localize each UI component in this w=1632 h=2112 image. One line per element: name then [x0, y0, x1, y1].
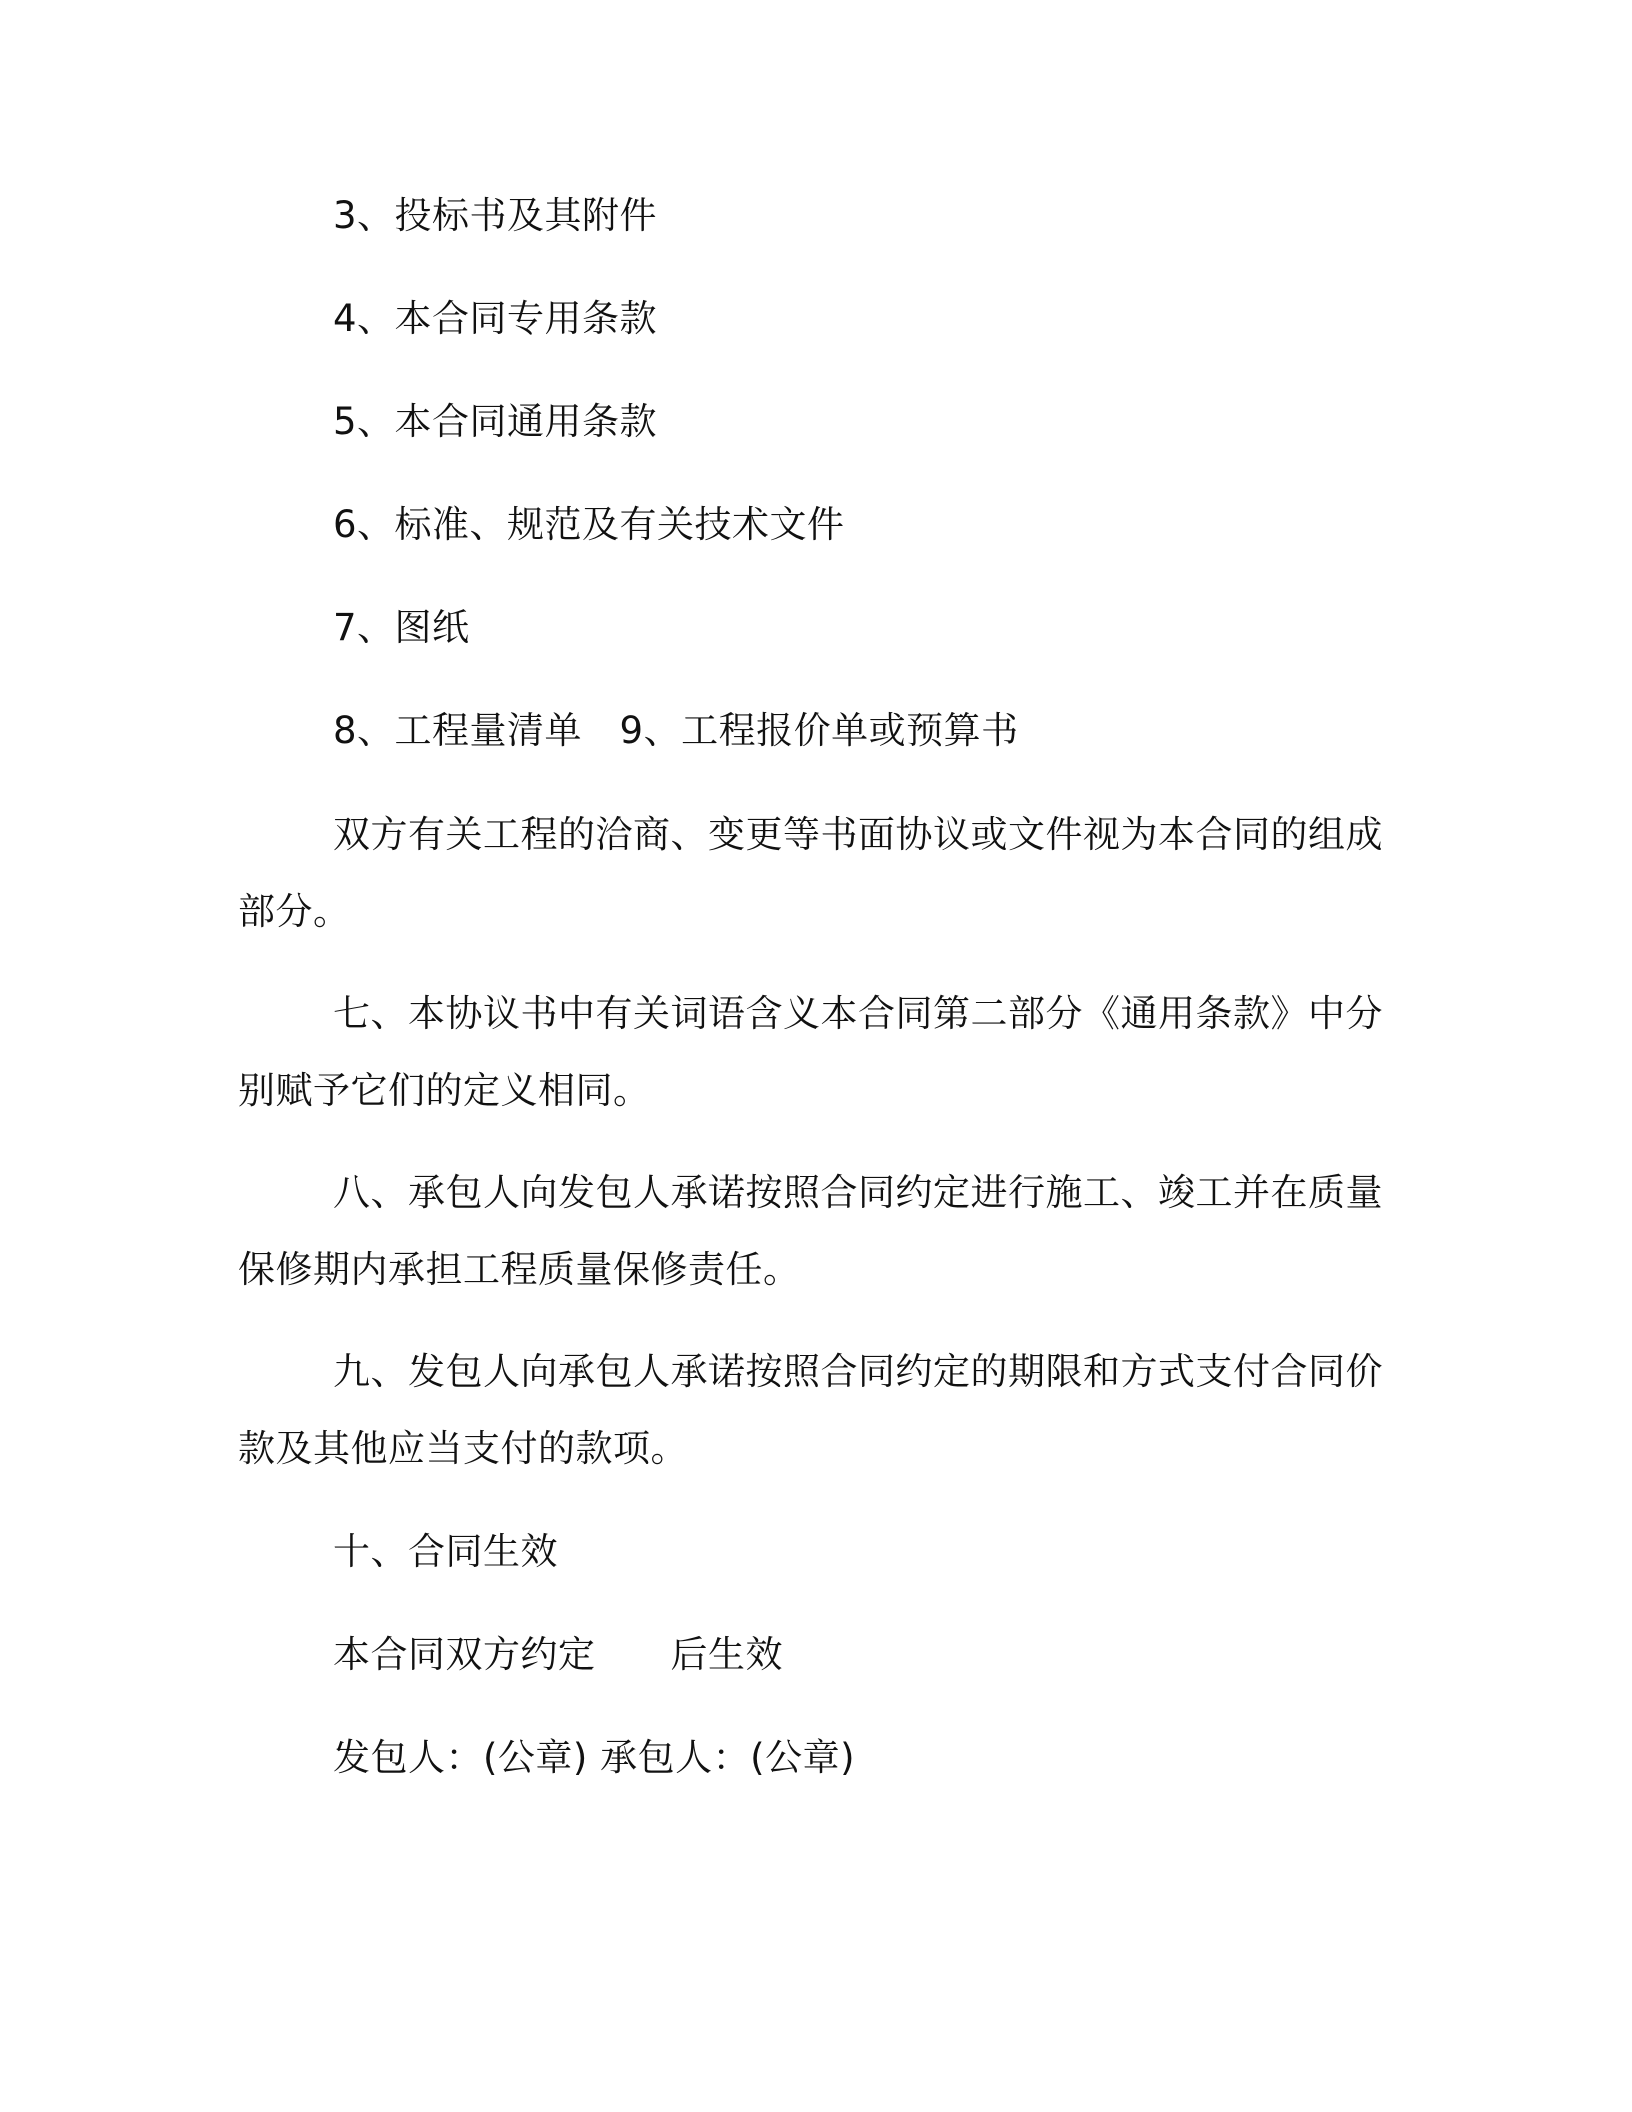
list-item-8-9: 8、工程量清单 9、工程报价单或预算书 — [333, 709, 1019, 752]
section-ten-heading: 十、合同生效 — [333, 1530, 558, 1573]
paragraph-line: 部分。 — [238, 890, 351, 933]
paragraph-line: 七、本协议书中有关词语含义本合同第二部分《通用条款》中分 — [333, 992, 1383, 1035]
paragraph-line: 别赋予它们的定义相同。 — [238, 1069, 651, 1112]
paragraph-line: 八、承包人向发包人承诺按照合同约定进行施工、竣工并在质量 — [333, 1171, 1383, 1214]
list-item-6: 6、标准、规范及有关技术文件 — [333, 503, 845, 546]
effective-clause: 本合同双方约定 后生效 — [333, 1633, 783, 1676]
signature-line: 发包人：(公章) 承包人：(公章) — [333, 1736, 856, 1779]
paragraph-line: 双方有关工程的洽商、变更等书面协议或文件视为本合同的组成 — [333, 813, 1383, 856]
paragraph-line: 九、发包人向承包人承诺按照合同约定的期限和方式支付合同价 — [333, 1350, 1383, 1393]
paragraph-line: 款及其他应当支付的款项。 — [238, 1427, 688, 1470]
paragraph-line: 保修期内承担工程质量保修责任。 — [238, 1248, 801, 1291]
list-item-4: 4、本合同专用条款 — [333, 297, 658, 340]
list-item-7: 7、图纸 — [333, 606, 470, 649]
list-item-5: 5、本合同通用条款 — [333, 400, 658, 443]
list-item-3: 3、投标书及其附件 — [333, 194, 658, 237]
